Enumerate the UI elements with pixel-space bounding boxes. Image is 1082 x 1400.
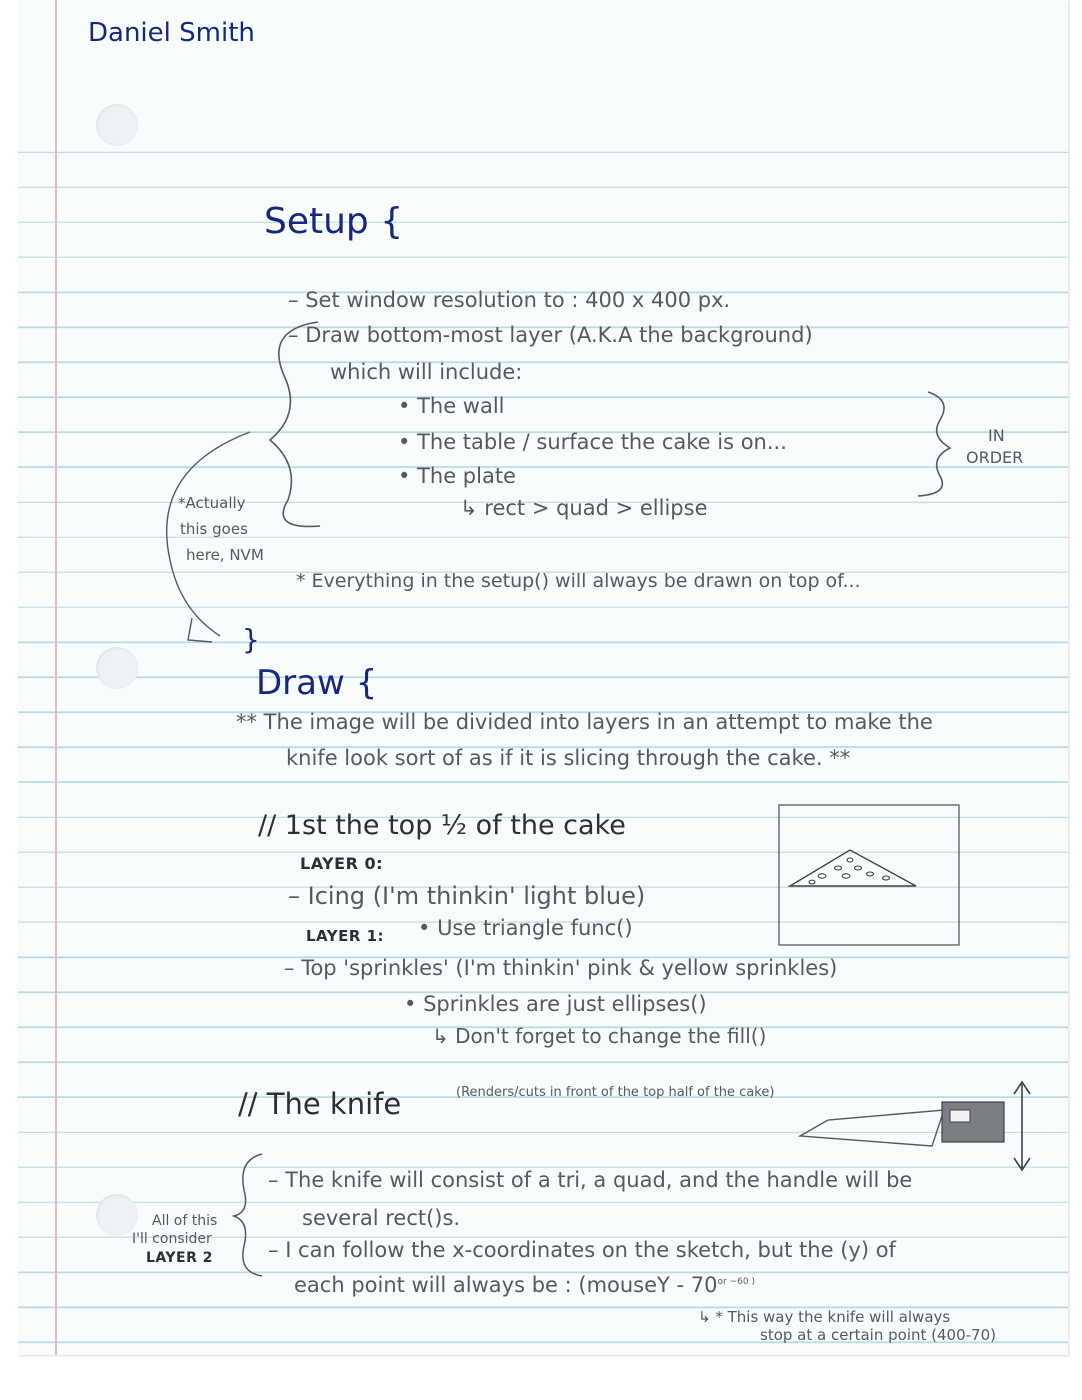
knife-line-4 — [294, 1275, 755, 1296]
side-note-line-2: this goes — [180, 520, 248, 538]
move-arrow-curve — [167, 432, 250, 636]
setup-item-resolution: – Set window resolution to : 400 x 400 px. — [288, 288, 731, 312]
bullet-wall: • The wall — [398, 394, 505, 418]
knife-line-3: – I can follow the x-coordinates on the sketch, but the (y) of — [268, 1238, 896, 1262]
bullet-table-text: The table / surface the cake is on... — [417, 430, 787, 454]
knife-sketch — [792, 1080, 1042, 1175]
bullet-table: • The table / surface the cake is on... — [398, 430, 787, 454]
draw-intro-line-1: ** The image will be divided into layers in an attempt to make the — [236, 710, 933, 734]
sprinkles-item: – Top 'sprinkles' (I'm thinkin' pink & yellow sprinkles) — [284, 956, 838, 980]
knife-line-4-text: each point will always be : (mouseY - 70 — [294, 1273, 718, 1297]
knife-heading-note: (Renders/cuts in front of the top half of the cake) — [456, 1085, 775, 1100]
draw-heading: Draw { — [256, 663, 378, 703]
in-order-bracket — [918, 392, 950, 496]
sprinkles-detail-text: Sprinkles are just ellipses() — [423, 992, 707, 1016]
knife-section-heading: // The knife — [238, 1087, 402, 1121]
triangle-func-text: Use triangle func() — [437, 916, 633, 940]
fill-reminder-text: Don't forget to change the fill() — [455, 1024, 767, 1048]
setup-left-brace — [270, 322, 320, 526]
cake-section-heading: // 1st the top ½ of the cake — [258, 810, 626, 841]
knife-left-brace — [228, 1150, 278, 1280]
sprinkles-item-text: Top 'sprinkles' (I'm thinkin' pink & yellow sprinkles) — [301, 956, 838, 980]
knife-side-note-2: I'll consider — [132, 1231, 212, 1247]
knife-side-note-3: LAYER 2 — [146, 1250, 214, 1266]
layer-0-label: LAYER 0: — [300, 854, 383, 873]
in-order-note-2: ORDER — [966, 448, 1024, 467]
setup-heading: Setup { — [264, 201, 404, 242]
setup-footnote: * Everything in the setup() will always be drawn on top of... — [296, 570, 861, 592]
side-note-line-3: here, NVM — [186, 546, 264, 564]
setup-item-background: – Draw bottom-most layer (A.K.A the background) — [288, 323, 813, 347]
knife-arrow-note-line-1-text: * This way the knife will always — [715, 1308, 951, 1326]
knife-line-2: several rect()s. — [302, 1206, 461, 1230]
cake-sketch — [778, 804, 960, 946]
setup-item-background-cont: which will include: — [330, 360, 523, 384]
cake-sketch-frame — [779, 805, 959, 945]
author-name: Daniel Smith — [88, 18, 255, 48]
sprinkles-detail: • Sprinkles are just ellipses() — [404, 992, 707, 1016]
cake-sketch-sprinkles — [809, 858, 890, 884]
knife-blade — [800, 1110, 944, 1146]
knife-line-3-text: I can follow the x-coordinates on the sketch, but the (y) of — [285, 1238, 896, 1262]
knife-arrow-note-line-2: stop at a certain point (400-70) — [760, 1326, 996, 1344]
plate-detail-text: rect > quad > ellipse — [484, 496, 708, 520]
in-order-note-1: IN — [988, 426, 1005, 445]
plate-detail: ↳ rect > quad > ellipse — [460, 496, 708, 520]
fill-reminder: ↳ Don't forget to change the fill() — [432, 1024, 767, 1048]
knife-line-4-superscript: or ~60 ) — [717, 1277, 755, 1287]
icing-item-text: Icing (I'm thinkin' light blue) — [307, 882, 646, 910]
cake-sketch-triangle — [790, 850, 916, 886]
knife-line-1: – The knife will consist of a tri, a quad, and the handle will be — [268, 1168, 913, 1192]
setup-item-resolution-text: Set window resolution to : 400 x 400 px. — [305, 288, 731, 312]
icing-item: – Icing (I'm thinkin' light blue) — [288, 882, 646, 910]
move-arrow-head — [188, 618, 212, 642]
setup-item-background-text: Draw bottom-most layer (A.K.A the background) — [305, 323, 813, 347]
side-note-line-1: *Actually — [178, 494, 246, 512]
knife-side-note-1: All of this — [152, 1213, 218, 1229]
knife-line-1-text: The knife will consist of a tri, a quad, and the handle will be — [285, 1168, 913, 1192]
bullet-wall-text: The wall — [417, 394, 505, 418]
draw-intro-line-2: knife look sort of as if it is slicing through the cake. ** — [286, 746, 851, 770]
layer-1-label: LAYER 1: — [306, 927, 385, 945]
knife-handle-detail — [950, 1110, 970, 1122]
triangle-func-item: • Use triangle func() — [418, 916, 633, 940]
bullet-plate-text: The plate — [417, 464, 516, 488]
knife-arrow-note-line-1: ↳ * This way the knife will always — [698, 1308, 951, 1326]
bullet-plate: • The plate — [398, 464, 516, 488]
setup-closing-brace: } — [242, 623, 260, 656]
